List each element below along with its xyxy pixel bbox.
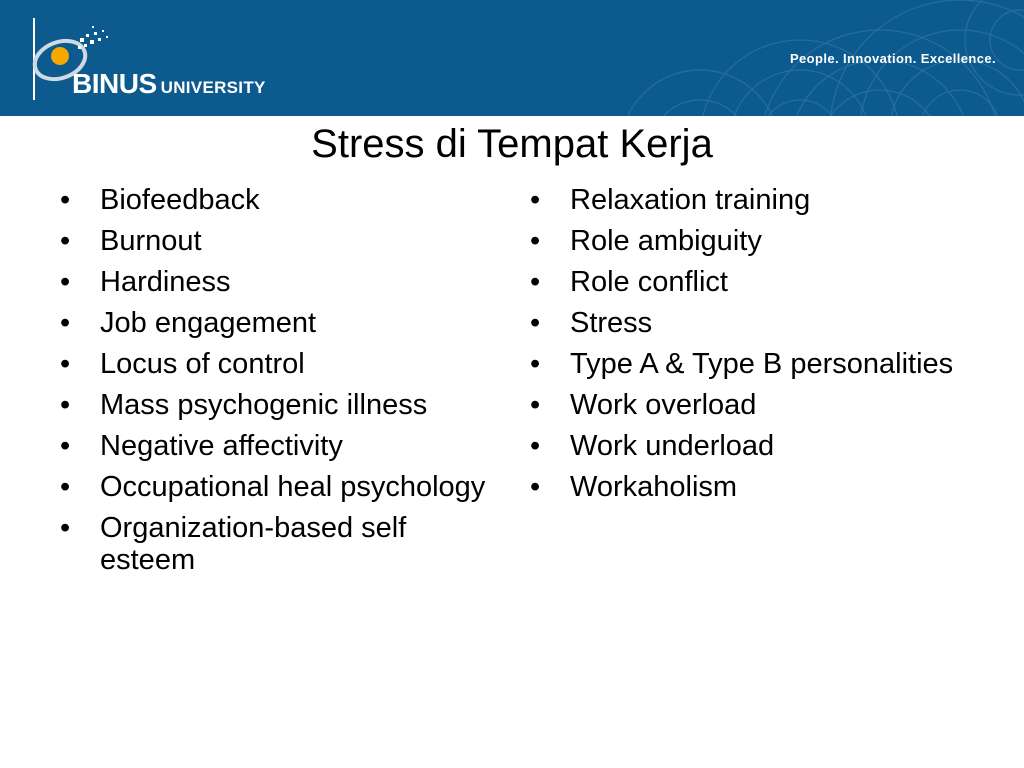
list-item-text: Biofeedback [100, 184, 260, 216]
bullet-icon: • [60, 225, 71, 257]
list-item [528, 266, 998, 298]
list-item-text: Role ambiguity [570, 225, 762, 257]
logo-brand-text: BINUS [72, 68, 157, 99]
bullet-icon: • [530, 471, 541, 503]
list-item [58, 184, 498, 216]
list-item [528, 307, 998, 339]
list-item [528, 184, 998, 216]
bullet-icon: • [60, 430, 71, 462]
list-item [58, 225, 498, 257]
list-item-text: Negative affectivity [100, 430, 343, 462]
list-item [528, 430, 998, 462]
list-item-text: Organization-based self esteem [100, 512, 407, 576]
bullet-icon: • [60, 184, 71, 216]
list-item-text: Occupational heal psychology [100, 471, 486, 503]
bullet-icon: • [530, 225, 541, 257]
bullet-icon: • [530, 389, 541, 421]
list-item-text: Relaxation training [570, 184, 811, 216]
list-item [58, 512, 498, 576]
list-item [528, 389, 998, 421]
list-item-text: Work overload [570, 389, 757, 421]
list-item-text: Role conflict [570, 266, 728, 298]
list-item-text: Burnout [100, 225, 202, 257]
list-item-text: Type A & Type B personalities [570, 348, 954, 380]
bullet-icon: • [60, 512, 71, 544]
list-item [58, 471, 498, 503]
list-item-text: Locus of control [100, 348, 305, 380]
list-item-text: Mass psychogenic illness [100, 389, 428, 421]
bullet-icon: • [530, 348, 541, 380]
logo-sub-text: UNIVERSITY [160, 78, 266, 97]
bullet-list-right [528, 184, 998, 512]
list-item [58, 430, 498, 462]
bullet-icon: • [60, 389, 71, 421]
bullet-icon: • [60, 348, 71, 380]
list-item [58, 389, 498, 421]
list-item-text: Workaholism [570, 471, 738, 503]
bullet-icon: • [60, 266, 71, 298]
bullet-icon: • [60, 307, 71, 339]
list-item-text: Hardiness [100, 266, 231, 298]
slide-title: Stress di Tempat Kerja [311, 122, 713, 166]
list-item [58, 307, 498, 339]
bullet-icon: • [530, 266, 541, 298]
binus-logo [22, 18, 302, 100]
bullet-list-left [58, 184, 498, 585]
bullet-icon: • [530, 307, 541, 339]
bullet-icon: • [530, 430, 541, 462]
list-item [528, 348, 998, 380]
list-item [58, 348, 498, 380]
list-item [528, 225, 998, 257]
bullet-icon: • [60, 471, 71, 503]
tagline: People. Innovation. Excellence. [789, 51, 996, 66]
list-item-text: Job engagement [100, 307, 317, 339]
list-item-text: Work underload [570, 430, 775, 462]
list-item [58, 266, 498, 298]
header-banner [0, 0, 1024, 116]
logo-wordmark [72, 70, 266, 98]
list-item-text: Stress [570, 307, 653, 339]
bullet-icon: • [530, 184, 541, 216]
list-item [528, 471, 998, 503]
